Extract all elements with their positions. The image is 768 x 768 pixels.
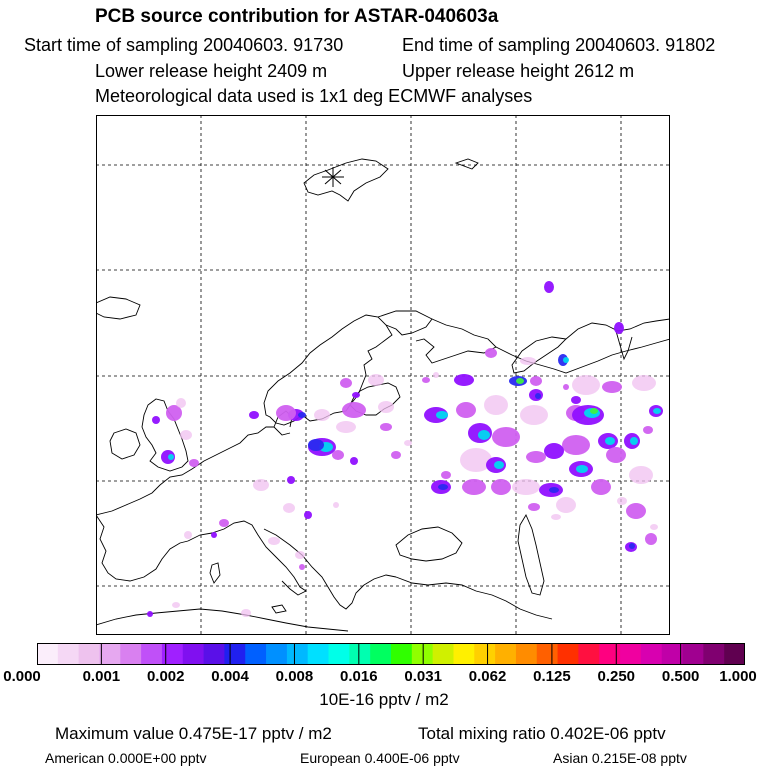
plume-spot	[241, 609, 251, 617]
colorbar-swatch	[641, 643, 662, 665]
plume-spot	[492, 427, 520, 447]
colorbar-swatch	[683, 643, 704, 665]
plume-spot	[299, 564, 305, 570]
colorbar-swatch	[266, 643, 287, 665]
colorbar-swatch	[58, 643, 79, 665]
plume-spot	[404, 440, 412, 446]
plume-spot	[512, 479, 540, 495]
plume-spot	[606, 447, 626, 463]
plot-title: PCB source contribution for ASTAR-040603a	[95, 6, 499, 27]
plume-spot	[152, 416, 160, 424]
colorbar-tick-label: 0.250	[597, 668, 636, 685]
asian-contribution: Asian 0.215E-08 pptv	[553, 750, 687, 766]
colorbar-units: 10E-16 pptv / m2	[319, 690, 449, 709]
plume-spot	[249, 411, 259, 419]
plume-spot	[176, 398, 186, 408]
plume-spot	[295, 551, 305, 559]
meteo-data-note: Meteorological data used is 1x1 deg ECMWF analyses	[95, 86, 533, 106]
maximum-value: Maximum value 0.475E-17 pptv / m2	[55, 724, 332, 743]
plume-spot	[147, 611, 153, 617]
colorbar-swatch	[99, 643, 120, 665]
colorbar-tick-label: 0.500	[661, 668, 700, 685]
colorbar-swatch	[79, 643, 100, 665]
plume-spot	[172, 602, 180, 608]
colorbar-swatch	[558, 643, 579, 665]
plume-spot	[643, 426, 653, 434]
plume-spot	[422, 377, 430, 383]
plume-spot	[433, 372, 439, 378]
plume-spot	[484, 395, 508, 415]
plume-spot	[544, 443, 564, 459]
plume-spot	[630, 437, 638, 445]
colorbar-tick-label: 0.031	[404, 668, 442, 685]
plume-spot	[556, 497, 576, 513]
plume-spot	[535, 393, 541, 399]
european-contribution: European 0.400E-06 pptv	[300, 750, 460, 766]
plume-spot	[571, 396, 581, 404]
colorbar-swatch	[620, 643, 641, 665]
lower-release-height: Lower release height 2409 m	[95, 61, 328, 81]
colorbar-swatch	[245, 643, 266, 665]
plume-spot	[380, 423, 392, 431]
plume-spot	[332, 450, 344, 460]
plume-spot	[485, 348, 497, 358]
colorbar-swatch	[599, 643, 620, 665]
start-time: Start time of sampling 20040603. 91730	[24, 35, 344, 55]
map-frame	[97, 116, 670, 635]
colorbar-ticks	[0, 668, 768, 688]
colorbar-tick-label: 0.004	[211, 668, 249, 685]
total-mixing-ratio: Total mixing ratio 0.402E-06 pptv	[418, 724, 666, 743]
plume-spot	[287, 476, 295, 484]
plume-spot	[645, 533, 657, 545]
plume-spot	[352, 392, 360, 398]
plume-spot	[602, 381, 622, 393]
plume-spot	[650, 524, 658, 530]
plume-spot	[298, 412, 306, 418]
plume-spot	[626, 503, 646, 519]
colorbar-swatch	[183, 643, 204, 665]
plume-spot	[168, 454, 174, 460]
plume-spot	[391, 451, 401, 459]
plume-spot	[283, 503, 295, 513]
colorbar-swatch	[349, 643, 370, 665]
colorbar-swatch	[204, 643, 225, 665]
plume-spot	[456, 402, 476, 418]
plume-spot	[494, 461, 504, 469]
plume-spot	[454, 374, 474, 386]
plume-spot	[530, 376, 542, 386]
colorbar-swatch	[453, 643, 474, 665]
plume-spot	[563, 357, 569, 363]
colorbar-swatch	[724, 643, 745, 665]
plume-spot	[491, 479, 511, 495]
plume-spot	[268, 537, 280, 545]
colorbar-tick-label: 1.000	[719, 668, 757, 685]
plume-spot	[436, 411, 448, 419]
plume-spot	[253, 479, 269, 491]
plume-spot	[629, 466, 653, 484]
colorbar-swatch	[370, 643, 391, 665]
plume-spot	[378, 401, 394, 413]
plume-spot	[276, 405, 296, 421]
receptor-star-icon	[322, 167, 344, 187]
plume-spot	[632, 375, 656, 391]
plume-spot	[441, 471, 451, 479]
plume-spot	[562, 435, 590, 455]
colorbar-swatch	[495, 643, 516, 665]
colorbar-swatch	[287, 643, 308, 665]
upper-release-height: Upper release height 2612 m	[402, 61, 635, 81]
colorbar-swatch	[162, 643, 183, 665]
colorbar-swatch	[474, 643, 495, 665]
plume-spot	[614, 322, 624, 334]
colorbar-swatch	[37, 643, 58, 665]
plume-spot	[219, 519, 229, 527]
colorbar-swatch	[516, 643, 537, 665]
colorbar-swatch	[662, 643, 683, 665]
colorbar-tick-label: 0.008	[275, 668, 314, 685]
plume-spot	[520, 405, 548, 425]
plume-spot	[516, 378, 524, 384]
plume-spot	[590, 408, 598, 414]
american-contribution: American 0.000E+00 pptv	[45, 750, 207, 766]
colorbar-swatch	[412, 643, 433, 665]
plume-spot	[462, 479, 486, 495]
plume-spot	[184, 531, 192, 539]
colorbar-swatch	[308, 643, 329, 665]
colorbar-tick-label: 0.002	[146, 668, 185, 685]
plume-spot	[368, 374, 384, 386]
colorbar	[37, 643, 745, 665]
colorbar-swatch	[703, 643, 724, 665]
plume-spot	[617, 497, 627, 505]
plume-spot	[572, 375, 600, 395]
plume-spot	[314, 409, 330, 421]
plume-spot	[653, 408, 661, 414]
plume-spot	[544, 281, 554, 293]
plume-spot	[526, 451, 546, 463]
plume-spot	[189, 459, 199, 467]
map-panel	[96, 115, 670, 635]
plume-spot	[340, 378, 352, 388]
plume-spot	[576, 465, 588, 473]
plume-spot	[605, 437, 615, 445]
plume-spot	[478, 430, 490, 440]
plume-spot	[333, 502, 339, 508]
plume-spot	[520, 357, 536, 365]
colorbar-tick-label: 0.001	[82, 668, 121, 685]
end-time: End time of sampling 20040603. 91802	[402, 35, 716, 55]
colorbar-swatch	[120, 643, 141, 665]
plume-spot	[304, 511, 312, 519]
plume-spot	[308, 439, 324, 451]
colorbar-tick-label: 0.016	[340, 668, 378, 685]
plume-spot	[551, 514, 561, 520]
plume-spot	[629, 543, 635, 549]
plume-spot	[180, 430, 192, 440]
plume-spot	[591, 479, 611, 495]
plume-spot	[563, 384, 569, 390]
colorbar-swatch	[537, 643, 558, 665]
plume-spot	[528, 503, 540, 511]
colorbar-tick-label: 0.062	[468, 668, 507, 685]
plume-spot	[438, 484, 448, 490]
colorbar-swatch	[329, 643, 350, 665]
plume-spot	[549, 487, 559, 493]
colorbar-swatch	[141, 643, 162, 665]
plume-spot	[211, 532, 217, 538]
colorbar-swatch	[391, 643, 412, 665]
plume-spot	[342, 402, 366, 418]
colorbar-tick-label: 0.125	[533, 668, 571, 685]
colorbar-swatch	[578, 643, 599, 665]
colorbar-tick-label: 0.000	[3, 668, 41, 685]
colorbar-swatch	[224, 643, 245, 665]
plume-spot	[350, 457, 358, 465]
colorbar-swatch	[433, 643, 454, 665]
plume-spot	[336, 421, 356, 433]
